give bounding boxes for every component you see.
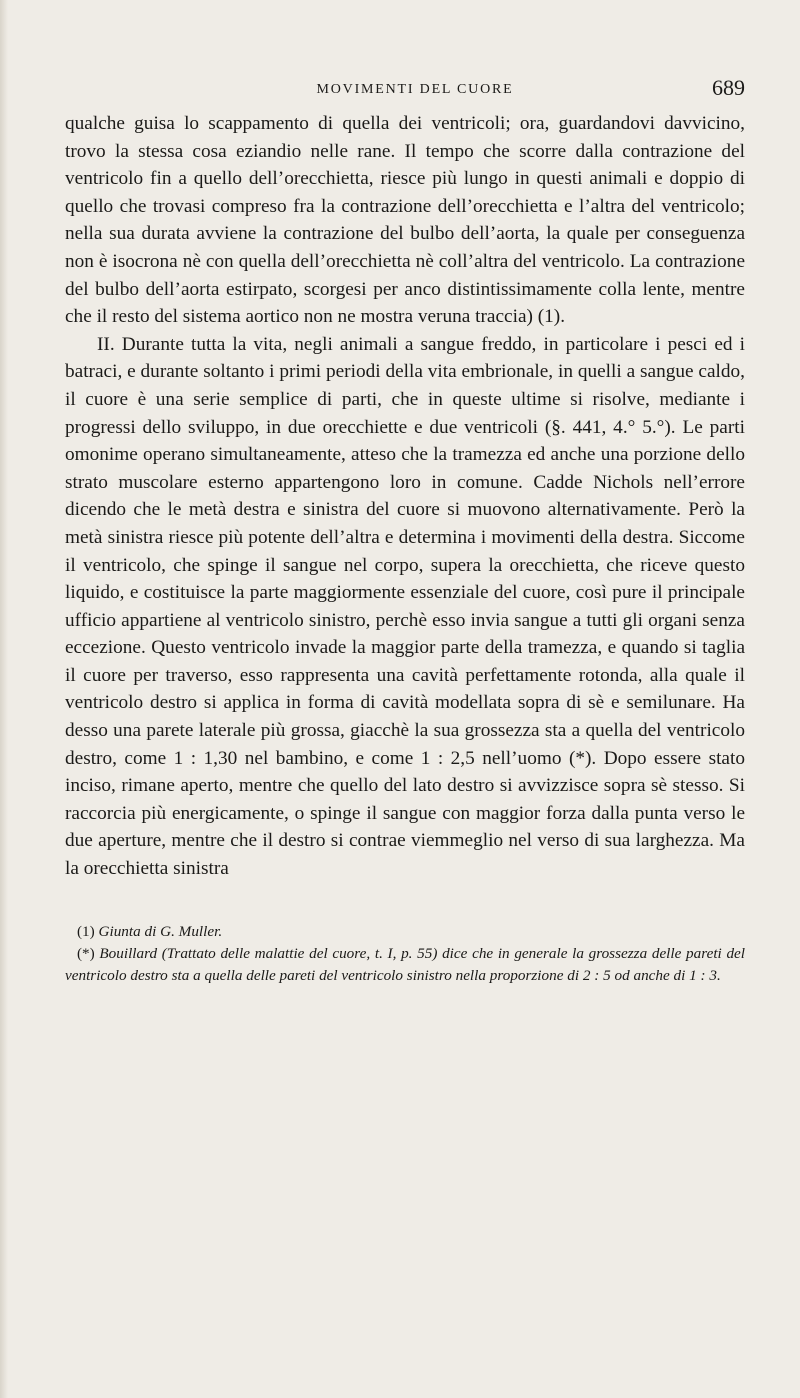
running-head-title: MOVIMENTI DEL CUORE (316, 82, 514, 97)
footnote-1-mark: (1) (77, 922, 99, 940)
page-number: 689 (712, 75, 745, 100)
running-head (65, 75, 745, 102)
footnote-1-text: Giunta di G. Muller. (98, 922, 223, 940)
main-text (65, 110, 745, 883)
page-binding-shadow (0, 0, 8, 1398)
paragraph-continued: qualche guisa lo scappamento di quella dei ventricoli; ora, guardandovi davvicino, trovo la stessa cosa eziandio nelle rane. Il tempo che scorre dalla contrazione del ventricolo fin a quello dell’orecchietta, riesce più lungo in questi animali e doppio di quello che trovasi compreso fra la contrazione dell’orecchietta e l’altra del ventricolo; nella sua durata avviene la contrazione del bulbo dell’aorta, la quale per conseguenza non è isocrona nè con quella dell’orecchietta nè coll’altra del ventricolo. La contrazione del bulbo dell’aorta estirpato, scorgesi per anco distintissimamente colla lente, mentre che il resto del sistema aortico non ne mostra veruna traccia) (1). (65, 113, 745, 328)
footnote-1 (65, 921, 745, 943)
paragraph-section-ii: II. Durante tutta la vita, negli animali a sangue freddo, in particolare i pesci ed i batraci, e durante soltanto i primi periodi della vita embrionale, in quelli a sangue caldo, il cuore è una serie semplice di parti, che in queste ultime si risolve, mediante i progressi dello sviluppo, in due orecchiette e due ventricoli (§. 441, 4.° 5.°). Le parti omonime operano simultaneamente, atteso che la tramezza ed anche una porzione dello strato muscolare esterno appartengono loro in comune. Cadde Nichols nell’errore dicendo che le metà destra e sinistra del cuore si muovono alternativamente. Però la metà sinistra riesce più potente dell’altra e determina i movimenti della destra. Siccome il ventricolo, che spinge il sangue nel corpo, supera la orecchietta, che riceve questo liquido, e costituisce la parte maggiormente essenziale del cuore, così pure il principale ufficio appartiene al ventricolo sinistro, perchè esso invia sangue a tutti gli organi senza eccezione. Questo ventricolo invade la maggior parte della tramezza, e quando si taglia il cuore per traverso, esso rappresenta una cavità perfettamente rotonda, alla quale il ventricolo destro si applica in forma di cavità modellata sopra di sè e semilunare. Ha desso una parete laterale più grossa, giacchè la sua grossezza sta a quella del ventricolo destro, come 1 : 1,30 nel bambino, e come 1 : 2,5 nell’uomo (*). Dopo essere stato inciso, rimane aperto, mentre che quello del lato destro si avvizzisce sopra sè stesso. Si raccorcia più energicamente, o spinge il sangue con maggior forza dalla punta verso le due aperture, mentre che il destro si contrae viemmeglio nel verso di sua larghezza. Ma la orecchietta sinistra (65, 333, 745, 880)
footnotes (65, 921, 745, 987)
footnote-2-text: Bouillard (Trattato delle malattie del cuore, t. I, p. 55) dice che in generale la grossezza delle pareti del ventricolo destro sta a quella delle pareti del ventricolo sinistro nella proporzione di 2 : 5 od anche di 1 : 3. (65, 944, 745, 984)
footnote-2 (65, 943, 745, 987)
footnote-2-mark: (*) (77, 944, 100, 962)
